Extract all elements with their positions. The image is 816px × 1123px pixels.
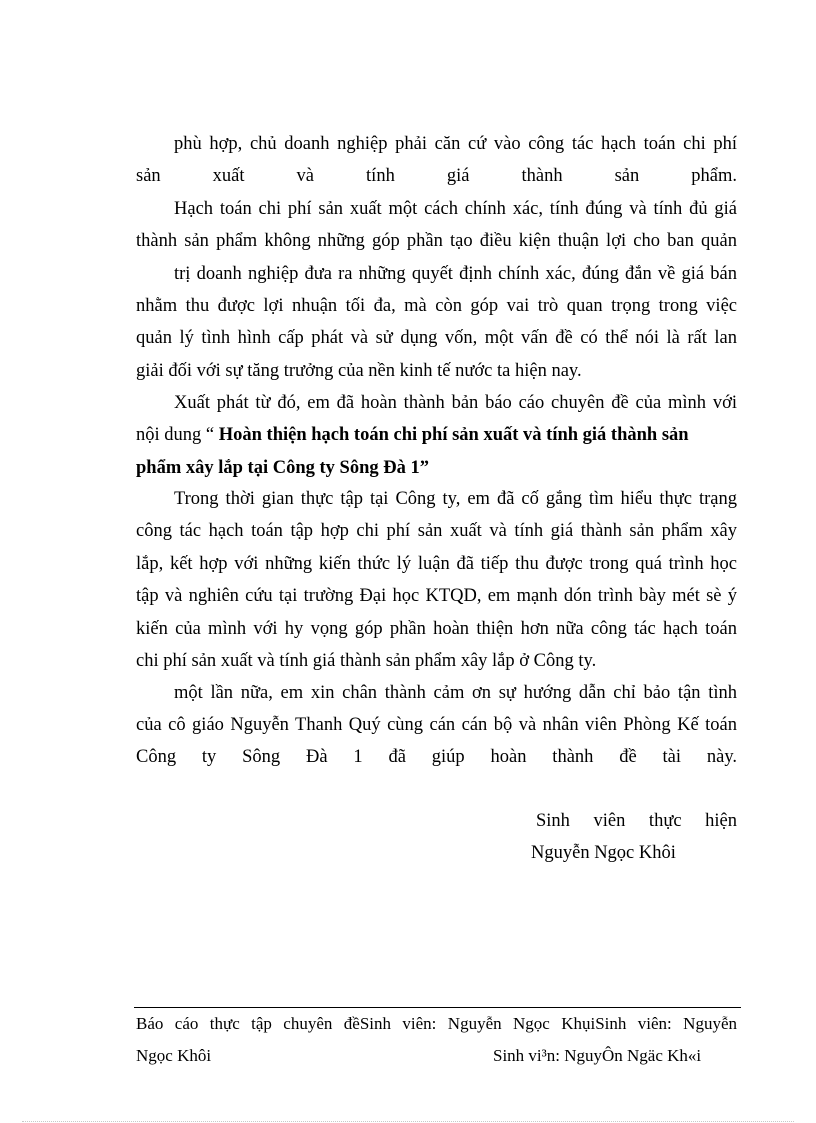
body-line-9: Xuất phát từ đó, em đã hoàn thành bản báo cáo chuyên đề của mình với [174,393,737,413]
page-edge-dotted-line [22,1121,794,1122]
footer-line-2-right: Sinh vi³n: NguyÔn Ngäc Kh«i [493,1046,702,1065]
body-line-6: nhằm thu được lợi nhuận tối đa, mà còn góp vai trò quan trọng trong việc [136,296,737,316]
body-line-17: chi phí sản xuất và tính giá thành sản phẩm xây lắp ở Công ty. [136,651,597,671]
body-line-13: công tác hạch toán tập hợp chi phí sản xuất và tính giá thành sản phẩm xây [136,521,737,541]
report-title-part-2: phẩm xây lắp tại Công ty Sông Đà 1” [136,458,429,478]
body-line-16: kiến của mình với hy vọng góp phần hoàn thiện hơn nữa công tác hạch toán [136,619,737,639]
body-line-20: Công ty Sông Đà 1 đã giúp hoàn thành đề tài này. [136,747,737,767]
body-line-12: Trong thời gian thực tập tại Công ty, em đã cố gắng tìm hiểu thực trạng [174,489,737,509]
body-line-8: giải đối với sự tăng trưởng của nền kinh tế nước ta hiện nay. [136,361,582,381]
body-line-19: của cô giáo Nguyễn Thanh Quý cùng cán cán bộ và nhân viên Phòng Kế toán [136,715,737,735]
footer-line-2-left: Ngọc Khôi [136,1046,212,1065]
body-line-4: thành sản phẩm không những góp phần tạo điều kiện thuận lợi cho ban quản [136,231,737,251]
body-line-3: Hạch toán chi phí sản xuất một cách chính xác, tính đúng và tính đủ giá [174,199,737,219]
signature-name: Nguyễn Ngọc Khôi [531,843,676,863]
signature-title: Sinh viên thực hiện [536,811,737,831]
body-line-14: lắp, kết hợp với những kiến thức lý luận đã tiếp thu được trong quá trình học [136,554,737,574]
body-line-7: quản lý tình hình cấp phát và sử dụng vốn, một vấn đề có thể nói là rất lan [136,328,737,348]
body-line-5: trị doanh nghiệp đưa ra những quyết định chính xác, đúng đắn về giá bán [174,264,737,284]
title-prefix: nội dung “ [136,425,219,445]
body-line-18: một lần nữa, em xin chân thành cảm ơn sự hướng dẫn chỉ bảo tận tình [174,683,737,703]
footer-line-1: Báo cáo thực tập chuyên đềSinh viên: Nguyễn Ngọc KhụiSinh viên: Nguyễn [136,1014,737,1033]
body-line-1: phù hợp, chủ doanh nghiệp phải căn cứ vào công tác hạch toán chi phí [174,134,737,154]
footer-divider [134,1007,741,1008]
report-title-part-1: Hoàn thiện hạch toán chi phí sản xuất và tính giá thành sản [218,425,689,445]
body-line-2: sản xuất và tính giá thành sản phẩm. [136,166,737,186]
body-line-15: tập và nghiên cứu tại trường Đại học KTQD, em mạnh dón trình bày mét sè ý [136,586,737,606]
body-line-10 [136,424,737,446]
